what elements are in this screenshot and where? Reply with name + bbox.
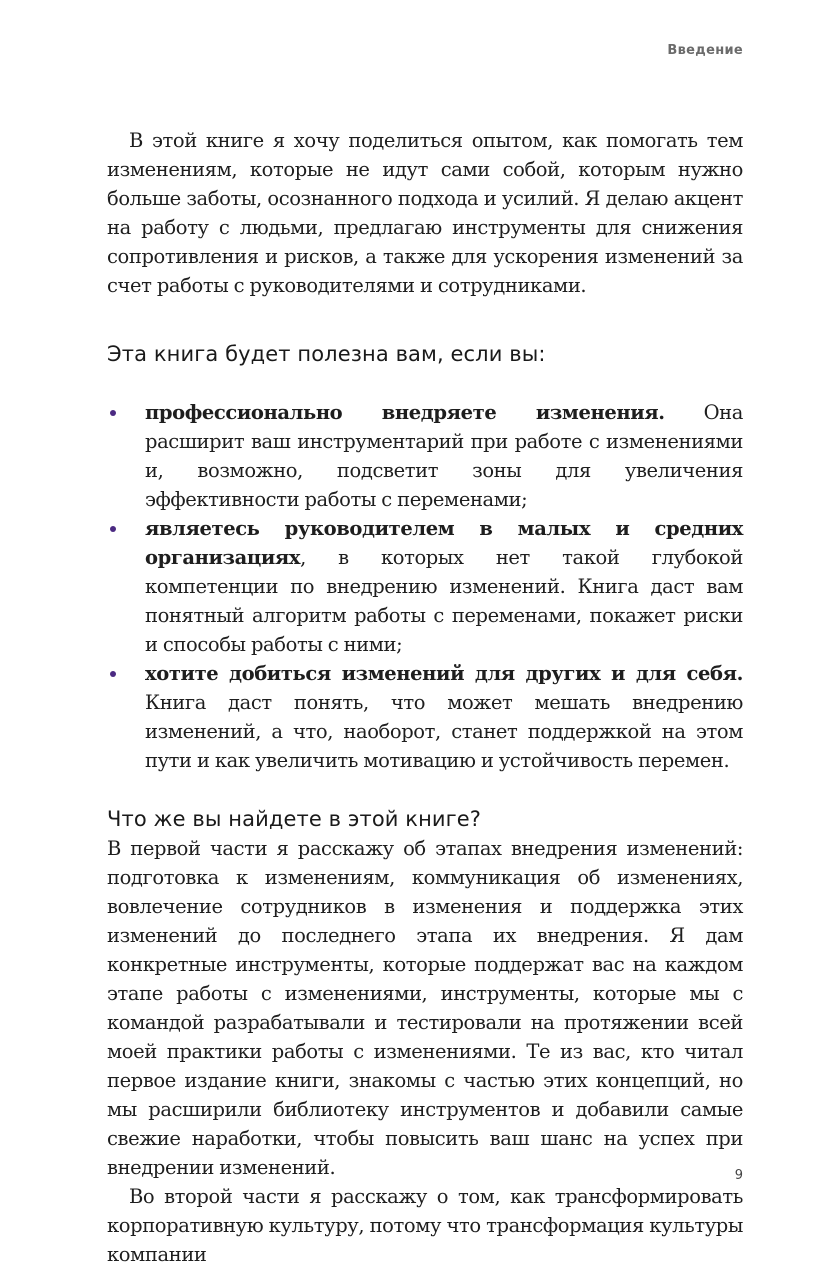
bullet-icon: [110, 526, 116, 532]
bullet-icon: [110, 410, 116, 416]
contents-heading: Что же вы найдете в этой книге?: [107, 807, 482, 831]
bullet-icon: [110, 671, 116, 677]
usefulness-heading: Эта книга будет полезна вам, если вы:: [107, 342, 546, 366]
contents-paragraph-1: В первой части я расскажу об этапах внедрения изменений: подготовка к изменениям, коммуникация об изменениях, вовлечение сотрудников в изменения и поддержка этих изменений до последнего этапа их внедрения. Я дам конкретные инструменты, которые поддержат вас на каждом этапе работы с изменениями, инструменты, которые мы с командой разрабатывали и тестировали на протяжении всей моей практики работы с изменениями. Те из вас, кто читал первое издание книги, знакомы с частью этих концепций, но мы расширили библиотеку инструментов и добавили самые свежие наработки, чтобы повысить ваш шанс на успех при внедрении изменений.: [107, 837, 743, 1179]
intro-paragraph: В этой книге я хочу поделиться опытом, как помогать тем изменениям, которые не идут сами собой, которым нужно больше заботы, осознанного подхода и усилий. Я делаю акцент на работу с людьми, предлагаю инструменты для снижения сопротивления и рисков, а также для ускорения изменений за счет работы с руководителями и сотрудниками.: [107, 129, 743, 297]
page-number: 9: [734, 1168, 743, 1183]
list-item-emphasis: являетесь руководителем в малых и средних организациях: [145, 517, 743, 569]
list-item-text: Книга даст понять, что может мешать внедрению изменений, а что, наоборот, станет поддержкой на этом пути и как увеличить мотивацию и устойчивость перемен.: [145, 691, 743, 772]
contents-paragraph-2: Во второй части я расскажу о том, как трансформировать корпоративную культуру, потому что трансформация культуры компании: [107, 1185, 743, 1266]
list-item: [107, 659, 743, 775]
running-header: Введение: [667, 43, 743, 58]
list-item-emphasis: хотите добиться изменений для других и для себя.: [145, 662, 743, 685]
usefulness-list: [107, 398, 743, 775]
list-item-text: Она расширит ваш инструментарий при работе с изменениями и, возможно, подсветит зоны для увеличения эффективности работы с переменами;: [145, 401, 743, 511]
list-item: [107, 398, 743, 514]
page-body: [107, 126, 743, 1269]
list-item-text: , в которых нет такой глубокой компетенции по внедрению изменений. Книга даст вам понятный алгоритм работы с переменами, покажет риски и способы работы с ними;: [145, 546, 743, 656]
list-item: [107, 514, 743, 659]
list-item-emphasis: профессионально внедряете изменения.: [145, 401, 665, 424]
